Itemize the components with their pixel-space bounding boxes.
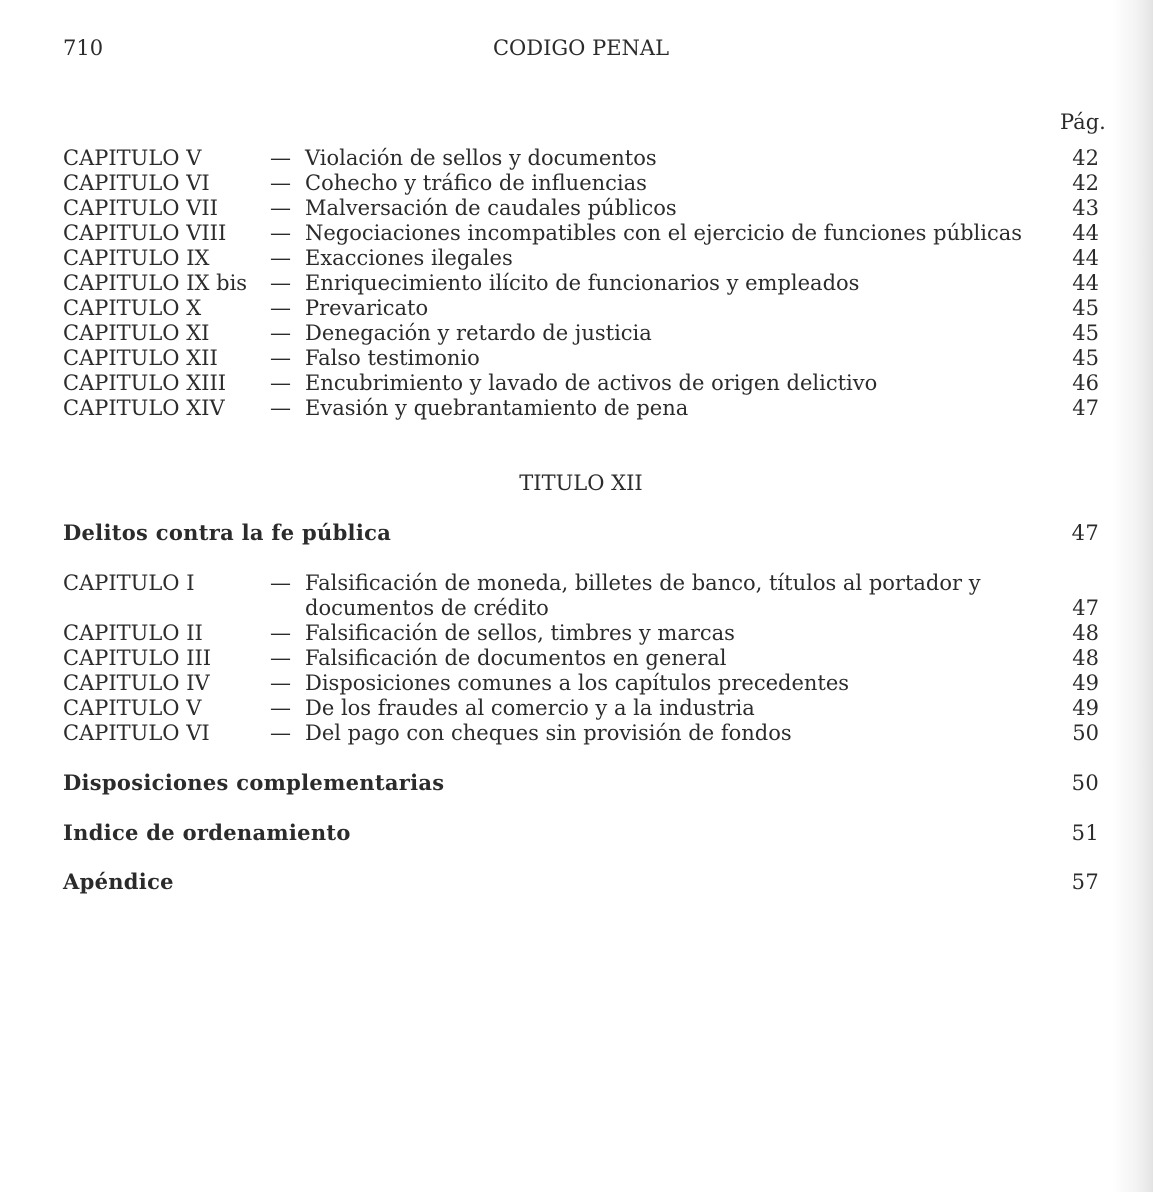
toc-row bbox=[63, 321, 1099, 346]
heading-title: Indice de ordenamiento bbox=[63, 820, 351, 845]
toc-row bbox=[63, 346, 1099, 371]
chapter-title: Falso testimonio bbox=[305, 346, 480, 370]
em-dash: — bbox=[270, 621, 291, 645]
chapter-label: CAPITULO XII bbox=[63, 346, 218, 370]
page-ref: 47 bbox=[1071, 521, 1099, 545]
toc-block-1 bbox=[63, 146, 1099, 421]
toc-row bbox=[63, 171, 1099, 196]
toc-row bbox=[63, 721, 1099, 746]
chapter-label: CAPITULO V bbox=[63, 696, 202, 720]
chapter-label: CAPITULO XIII bbox=[63, 371, 227, 395]
page-ref: 49 bbox=[1072, 696, 1099, 720]
em-dash: — bbox=[270, 721, 291, 745]
em-dash: — bbox=[270, 396, 291, 420]
em-dash: — bbox=[270, 196, 291, 220]
chapter-label: CAPITULO II bbox=[63, 621, 203, 645]
page-ref: 50 bbox=[1071, 771, 1099, 795]
page-number: 710 bbox=[63, 36, 104, 60]
chapter-label: CAPITULO I bbox=[63, 571, 195, 595]
chapter-title: Negociaciones incompatibles con el ejercicio de funciones públicas bbox=[305, 221, 1023, 245]
page-ref: 51 bbox=[1071, 821, 1099, 845]
titulo-heading: TITULO XII bbox=[519, 471, 643, 495]
page-ref: 43 bbox=[1072, 196, 1099, 220]
toc-row bbox=[63, 621, 1099, 646]
chapter-title: Encubrimiento y lavado de activos de origen delictivo bbox=[305, 371, 878, 395]
heading-title: Apéndice bbox=[63, 869, 174, 894]
em-dash: — bbox=[270, 321, 291, 345]
toc-row bbox=[63, 196, 1099, 221]
em-dash: — bbox=[270, 371, 291, 395]
chapter-title: Malversación de caudales públicos bbox=[305, 196, 677, 220]
page-ref: 45 bbox=[1072, 346, 1099, 370]
page-ref: 45 bbox=[1072, 296, 1099, 320]
em-dash: — bbox=[270, 671, 291, 695]
chapter-label: CAPITULO VII bbox=[63, 196, 218, 220]
chapter-label: CAPITULO VI bbox=[63, 721, 210, 745]
chapter-label: CAPITULO XIV bbox=[63, 396, 225, 420]
toc-row bbox=[63, 646, 1099, 671]
toc-row bbox=[63, 246, 1099, 271]
chapter-title: Exacciones ilegales bbox=[305, 246, 513, 270]
toc-row bbox=[63, 221, 1099, 246]
page-ref: 47 bbox=[1072, 596, 1099, 620]
toc-row bbox=[63, 146, 1099, 171]
chapter-title: Denegación y retardo de justicia bbox=[305, 321, 652, 345]
chapter-label: CAPITULO XI bbox=[63, 321, 210, 345]
chapter-title-line2: documentos de crédito bbox=[305, 596, 549, 620]
toc-row bbox=[63, 571, 1099, 621]
em-dash: — bbox=[270, 171, 291, 195]
scan-edge-shadow bbox=[1113, 0, 1153, 1192]
page-ref: 45 bbox=[1072, 321, 1099, 345]
chapter-label: CAPITULO IV bbox=[63, 671, 210, 695]
page-column-label: Pág. bbox=[1060, 110, 1106, 134]
page-ref: 44 bbox=[1072, 271, 1099, 295]
chapter-label: CAPITULO IX bbox=[63, 246, 210, 270]
chapter-title: Prevaricato bbox=[305, 296, 429, 320]
section-heading-title: Delitos contra la fe pública bbox=[63, 520, 392, 545]
em-dash: — bbox=[270, 646, 291, 670]
running-title: CODIGO PENAL bbox=[492, 36, 670, 60]
chapter-title: Falsificación de documentos en general bbox=[305, 646, 727, 670]
chapter-title: De los fraudes al comercio y a la industria bbox=[305, 696, 755, 720]
chapter-title-line1: Falsificación de moneda, billetes de banco, títulos al portador y bbox=[305, 571, 981, 595]
toc-row bbox=[63, 696, 1099, 721]
em-dash: — bbox=[270, 246, 291, 270]
running-header bbox=[63, 36, 1099, 64]
em-dash: — bbox=[270, 571, 291, 595]
chapter-title: Enriquecimiento ilícito de funcionarios y empleados bbox=[305, 271, 860, 295]
section-heading bbox=[63, 520, 1099, 546]
toc-row bbox=[63, 371, 1099, 396]
page-ref: 48 bbox=[1072, 621, 1099, 645]
chapter-label: CAPITULO V bbox=[63, 146, 202, 170]
page-ref: 50 bbox=[1072, 721, 1099, 745]
page-ref: 42 bbox=[1072, 146, 1099, 170]
toc-row bbox=[63, 396, 1099, 421]
chapter-label: CAPITULO X bbox=[63, 296, 202, 320]
toc-block-2 bbox=[63, 571, 1099, 746]
em-dash: — bbox=[270, 146, 291, 170]
em-dash: — bbox=[270, 696, 291, 720]
page-ref: 49 bbox=[1072, 671, 1099, 695]
em-dash: — bbox=[270, 271, 291, 295]
chapter-label: CAPITULO IX bis bbox=[63, 271, 248, 295]
em-dash: — bbox=[270, 296, 291, 320]
em-dash: — bbox=[270, 346, 291, 370]
chapter-label: CAPITULO VIII bbox=[63, 221, 227, 245]
chapter-title: Evasión y quebrantamiento de pena bbox=[305, 396, 689, 420]
chapter-title: Del pago con cheques sin provisión de fondos bbox=[305, 721, 792, 745]
em-dash: — bbox=[270, 221, 291, 245]
page-ref: 44 bbox=[1072, 221, 1099, 245]
chapter-title: Cohecho y tráfico de influencias bbox=[305, 171, 647, 195]
heading-disposiciones bbox=[63, 770, 1099, 796]
chapter-title: Falsificación de sellos, timbres y marcas bbox=[305, 621, 735, 645]
chapter-title: Violación de sellos y documentos bbox=[305, 146, 657, 170]
heading-indice bbox=[63, 820, 1099, 846]
page-ref: 46 bbox=[1072, 371, 1099, 395]
page-ref: 57 bbox=[1071, 870, 1099, 894]
heading-apendice bbox=[63, 869, 1099, 895]
heading-title: Disposiciones complementarias bbox=[63, 770, 445, 795]
toc-row bbox=[63, 671, 1099, 696]
chapter-title: Disposiciones comunes a los capítulos precedentes bbox=[305, 671, 850, 695]
page-ref: 47 bbox=[1072, 396, 1099, 420]
chapter-label: CAPITULO VI bbox=[63, 171, 210, 195]
toc-row bbox=[63, 271, 1099, 296]
page-ref: 48 bbox=[1072, 646, 1099, 670]
toc-row bbox=[63, 296, 1099, 321]
chapter-label: CAPITULO III bbox=[63, 646, 212, 670]
page-ref: 44 bbox=[1072, 246, 1099, 270]
page-ref: 42 bbox=[1072, 171, 1099, 195]
